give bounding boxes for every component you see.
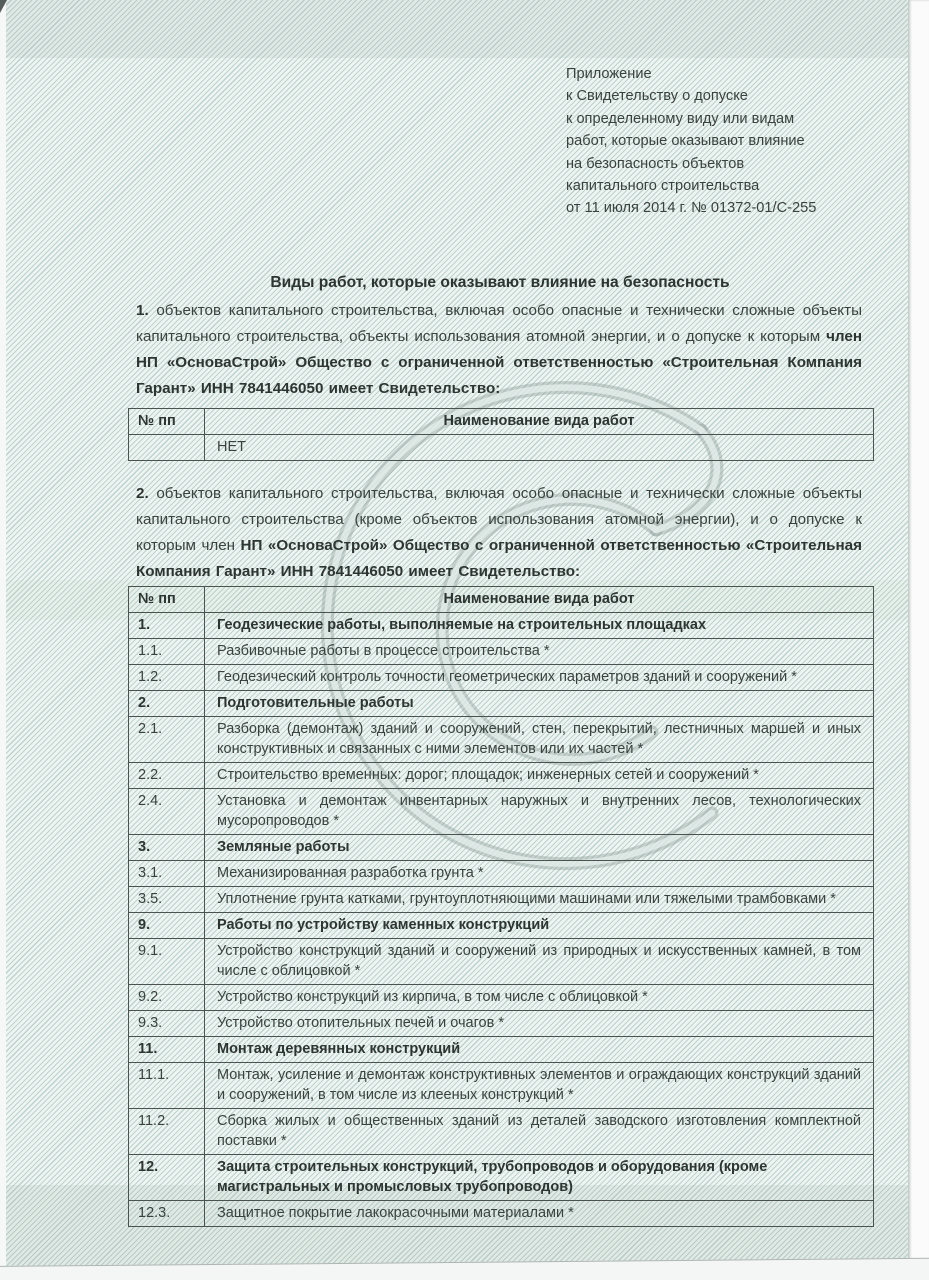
paragraph-segment-bold: НП «ОсноваСтрой» Общество с ограниченной ответственностью «Строительная Компания Гарант» ИНН 7841446050 имеет Свидетельство: bbox=[136, 537, 862, 580]
work-name-cell: Сборка жилых и общественных зданий из деталей заводского изготовления комплектной поставки * bbox=[205, 1109, 874, 1155]
work-number-cell: 2.4. bbox=[129, 789, 205, 835]
appendix-header-line: работ, которые оказывают влияние bbox=[566, 133, 805, 150]
intro-paragraph-1 bbox=[136, 298, 862, 402]
work-number-cell: 2.2. bbox=[129, 763, 205, 789]
table-header-row bbox=[129, 409, 874, 435]
work-name-cell: Работы по устройству каменных конструкций bbox=[205, 913, 874, 939]
work-number-cell: 2.1. bbox=[129, 717, 205, 763]
work-name-cell: Геодезический контроль точности геометрических параметров зданий и сооружений * bbox=[205, 665, 874, 691]
work-name-cell: Уплотнение грунта катками, грунтоуплотняющими машинами или тяжелыми трамбовками * bbox=[205, 887, 874, 913]
paragraph-segment-bold: 1. bbox=[136, 302, 149, 319]
work-item-row bbox=[129, 763, 874, 789]
work-item-row bbox=[129, 1201, 874, 1227]
work-section-row bbox=[129, 1155, 874, 1201]
work-section-row bbox=[129, 913, 874, 939]
work-name-cell: Установка и демонтаж инвентарных наружных и внутренних лесов, технологических мусоропроводов * bbox=[205, 789, 874, 835]
work-name-cell: Механизированная разработка грунта * bbox=[205, 861, 874, 887]
work-number-cell: 1.2. bbox=[129, 665, 205, 691]
work-number-cell: 2. bbox=[129, 691, 205, 717]
work-name-cell: Разбивочные работы в процессе строительства * bbox=[205, 639, 874, 665]
work-section-row bbox=[129, 613, 874, 639]
work-number-cell: 9.2. bbox=[129, 985, 205, 1011]
column-header-number: № пп bbox=[129, 409, 205, 435]
work-item-row bbox=[129, 939, 874, 985]
work-name-cell: Защитное покрытие лакокрасочными материалами * bbox=[205, 1201, 874, 1227]
work-number-cell: 11.2. bbox=[129, 1109, 205, 1155]
work-number-cell: 11.1. bbox=[129, 1063, 205, 1109]
appendix-header-line: капитального строительства bbox=[566, 178, 760, 195]
work-name-cell: Земляные работы bbox=[205, 835, 874, 861]
work-item-row bbox=[129, 861, 874, 887]
work-name-cell: Геодезические работы, выполняемые на строительных площадках bbox=[205, 613, 874, 639]
work-item-row bbox=[129, 1109, 874, 1155]
work-number-cell: 12.3. bbox=[129, 1201, 205, 1227]
work-name-cell: Строительство временных: дорог; площадок; инженерных сетей и сооружений * bbox=[205, 763, 874, 789]
appendix-header-line: к Свидетельству о допуске bbox=[566, 88, 748, 105]
paragraph-segment-bold: член НП «ОсноваСтрой» Общество с ограниченной ответственностью «Строительная Компания Гарант» ИНН 7841446050 имеет Свидетельство: bbox=[136, 328, 862, 397]
work-name-cell: Монтаж, усиление и демонтаж конструктивных элементов и ограждающих конструкций зданий и сооружений, в том числе из клееных конструкций * bbox=[205, 1063, 874, 1109]
work-number-cell: 3.5. bbox=[129, 887, 205, 913]
work-number-cell: 1.1. bbox=[129, 639, 205, 665]
work-number-cell: 3. bbox=[129, 835, 205, 861]
work-number-cell: 11. bbox=[129, 1037, 205, 1063]
work-name-cell: Защита строительных конструкций, трубопроводов и оборудования (кроме магистральных и промысловых трубопроводов) bbox=[205, 1155, 874, 1201]
appendix-header-block bbox=[566, 63, 896, 220]
work-section-row bbox=[129, 1037, 874, 1063]
work-item-row bbox=[129, 639, 874, 665]
column-header-work-name: Наименование вида работ bbox=[205, 587, 874, 613]
work-number-cell: 9. bbox=[129, 913, 205, 939]
work-item-row bbox=[129, 1063, 874, 1109]
work-item-row bbox=[129, 887, 874, 913]
document-title: Виды работ, которые оказывают влияние на безопасность bbox=[270, 274, 730, 291]
intro-paragraph-2 bbox=[136, 481, 862, 585]
work-name-cell: Устройство отопительных печей и очагов * bbox=[205, 1011, 874, 1037]
work-name-cell: Устройство конструкций зданий и сооружений из природных и искусственных камней, в том числе с облицовкой * bbox=[205, 939, 874, 985]
work-section-row bbox=[129, 691, 874, 717]
work-item-row bbox=[129, 665, 874, 691]
no-works-table bbox=[128, 408, 874, 461]
work-item-row bbox=[129, 435, 874, 461]
column-header-number: № пп bbox=[129, 587, 205, 613]
work-item-row bbox=[129, 717, 874, 763]
table-header-row bbox=[129, 587, 874, 613]
work-number-cell bbox=[129, 435, 205, 461]
works-table-body bbox=[129, 613, 874, 1227]
work-number-cell: 9.1. bbox=[129, 939, 205, 985]
column-header-work-name: Наименование вида работ bbox=[205, 409, 874, 435]
work-number-cell: 9.3. bbox=[129, 1011, 205, 1037]
paragraph-segment-bold: 2. bbox=[136, 485, 149, 502]
appendix-header-line: от 11 июля 2014 г. № 01372-01/С-255 bbox=[566, 200, 817, 217]
work-item-row bbox=[129, 985, 874, 1011]
paragraph-segment: объектов капитального строительства, включая особо опасные и технически сложные объекты капитального строительства (кроме объектов использования атомной энергии), и о допуске к которым член bbox=[136, 485, 862, 554]
work-number-cell: 3.1. bbox=[129, 861, 205, 887]
work-number-cell: 12. bbox=[129, 1155, 205, 1201]
work-number-cell: 1. bbox=[129, 613, 205, 639]
work-name-cell: Устройство конструкций из кирпича, в том числе с облицовкой * bbox=[205, 985, 874, 1011]
work-name-cell: Подготовительные работы bbox=[205, 691, 874, 717]
appendix-header-line: к определенному виду или видам bbox=[566, 110, 795, 127]
work-section-row bbox=[129, 835, 874, 861]
appendix-header-line: на безопасность объектов bbox=[566, 155, 745, 172]
work-item-row bbox=[129, 789, 874, 835]
work-item-row bbox=[129, 1011, 874, 1037]
work-name-cell: Монтаж деревянных конструкций bbox=[205, 1037, 874, 1063]
work-name-cell: НЕТ bbox=[205, 435, 874, 461]
paragraph-segment: объектов капитального строительства, включая особо опасные и технически сложные объекты капитального строительства, объекты использования атомной энергии, и о допуске к которым bbox=[136, 302, 862, 345]
works-table bbox=[128, 586, 874, 1227]
work-name-cell: Разборка (демонтаж) зданий и сооружений, стен, перекрытий, лестничных маршей и иных конструктивных и связанных с ними элементов или их частей * bbox=[205, 717, 874, 763]
appendix-header-line: Приложение bbox=[566, 66, 652, 82]
no-works-table-body bbox=[129, 435, 874, 461]
